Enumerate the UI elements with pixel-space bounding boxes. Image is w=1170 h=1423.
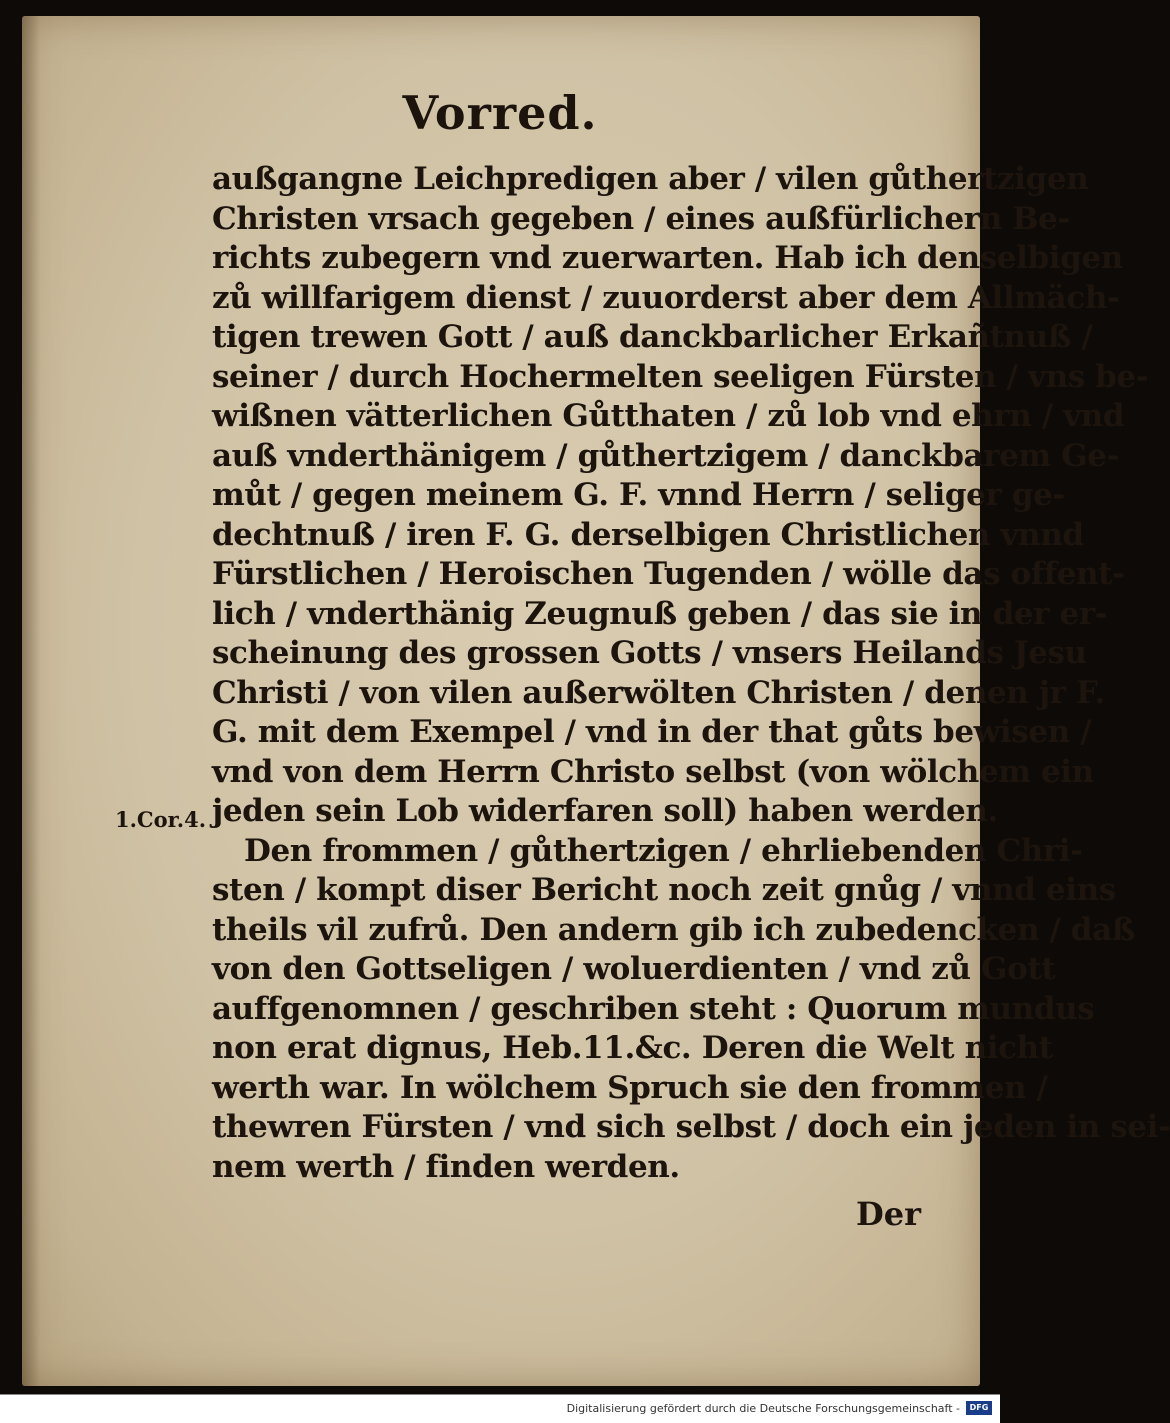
text-line: vnd von dem Herrn Christo selbst (von wölchem ein — [212, 753, 1094, 790]
text-line: von den Gottseligen / woluerdienten / vnd zů Gott — [212, 951, 1056, 987]
body-text — [212, 160, 1170, 1187]
text-line: Christen vrsach gegeben / eines außfürlichern Be- — [212, 200, 1070, 237]
text-line: dechtnuß / iren F. G. derselbigen Christlichen vnnd — [212, 516, 1084, 553]
text-line: wißnen vätterlichen Gůtthaten / zů lob vnd ehrn / vnd — [212, 398, 1125, 434]
dfg-logo: DFG — [966, 1401, 992, 1415]
text-line: jeden sein Lob widerfaren soll) haben werden. — [212, 793, 998, 829]
margin-note: 1.Cor.4. — [115, 807, 207, 832]
text-line: auffgenomnen / geschriben steht : Quorum mundus — [212, 990, 1095, 1027]
text-line: tigen trewen Gott / auß danckbarlicher Erkañtnuß / — [212, 319, 1093, 355]
text-line: non erat dignus, Heb.11.&c. Deren die Welt nicht — [212, 1030, 1053, 1066]
page-heading: Vorred. — [402, 86, 598, 140]
footer-credit: Digitalisierung gefördert durch die Deutsche Forschungsgemeinschaft - — [566, 1402, 960, 1415]
binding-shadow — [22, 16, 40, 1386]
text-line: scheinung des grossen Gotts / vnsers Heilands Jesu — [212, 635, 1087, 671]
text-line: seiner / durch Hochermelten seeligen Fürsten / vns be- — [212, 358, 1149, 395]
text-line: zů willfarigem dienst / zuuorderst aber dem Allmäch- — [212, 279, 1120, 316]
text-line: sten / kompt diser Bericht noch zeit gnůg / vnnd eins — [212, 872, 1116, 908]
text-line: G. mit dem Exempel / vnd in der that gůts bewisen / — [212, 714, 1092, 750]
catchword: Der — [856, 1195, 921, 1233]
text-line: thewren Fürsten / vnd sich selbst / doch ein jeden in sei- — [212, 1109, 1170, 1145]
text-line: můt / gegen meinem G. F. vnnd Herrn / seliger ge- — [212, 477, 1065, 513]
text-line: Den frommen / gůthertzigen / ehrliebenden Chri- — [244, 832, 1083, 869]
text-line: theils vil zufrů. Den andern gib ich zubedencken / daß — [212, 911, 1135, 948]
text-line: nem werth / finden werden. — [212, 1148, 680, 1185]
text-line: richts zubegern vnd zuerwarten. Hab ich denselbigen — [212, 240, 1123, 276]
footer-bar — [0, 1394, 1000, 1423]
text-line: Fürstlichen / Heroischen Tugenden / wölle das offent- — [212, 556, 1125, 592]
text-line: auß vnderthänigem / gůthertzigem / danckbarem Ge- — [212, 437, 1120, 474]
text-line: Christi / von vilen außerwölten Christen / denen jr F. — [212, 674, 1105, 711]
text-line: werth war. In wölchem Spruch sie den frommen / — [212, 1069, 1048, 1106]
text-line: außgangne Leichpredigen aber / vilen gůthertzigen — [212, 161, 1089, 197]
text-line: lich / vnderthänig Zeugnuß geben / das sie in der er- — [212, 595, 1108, 632]
